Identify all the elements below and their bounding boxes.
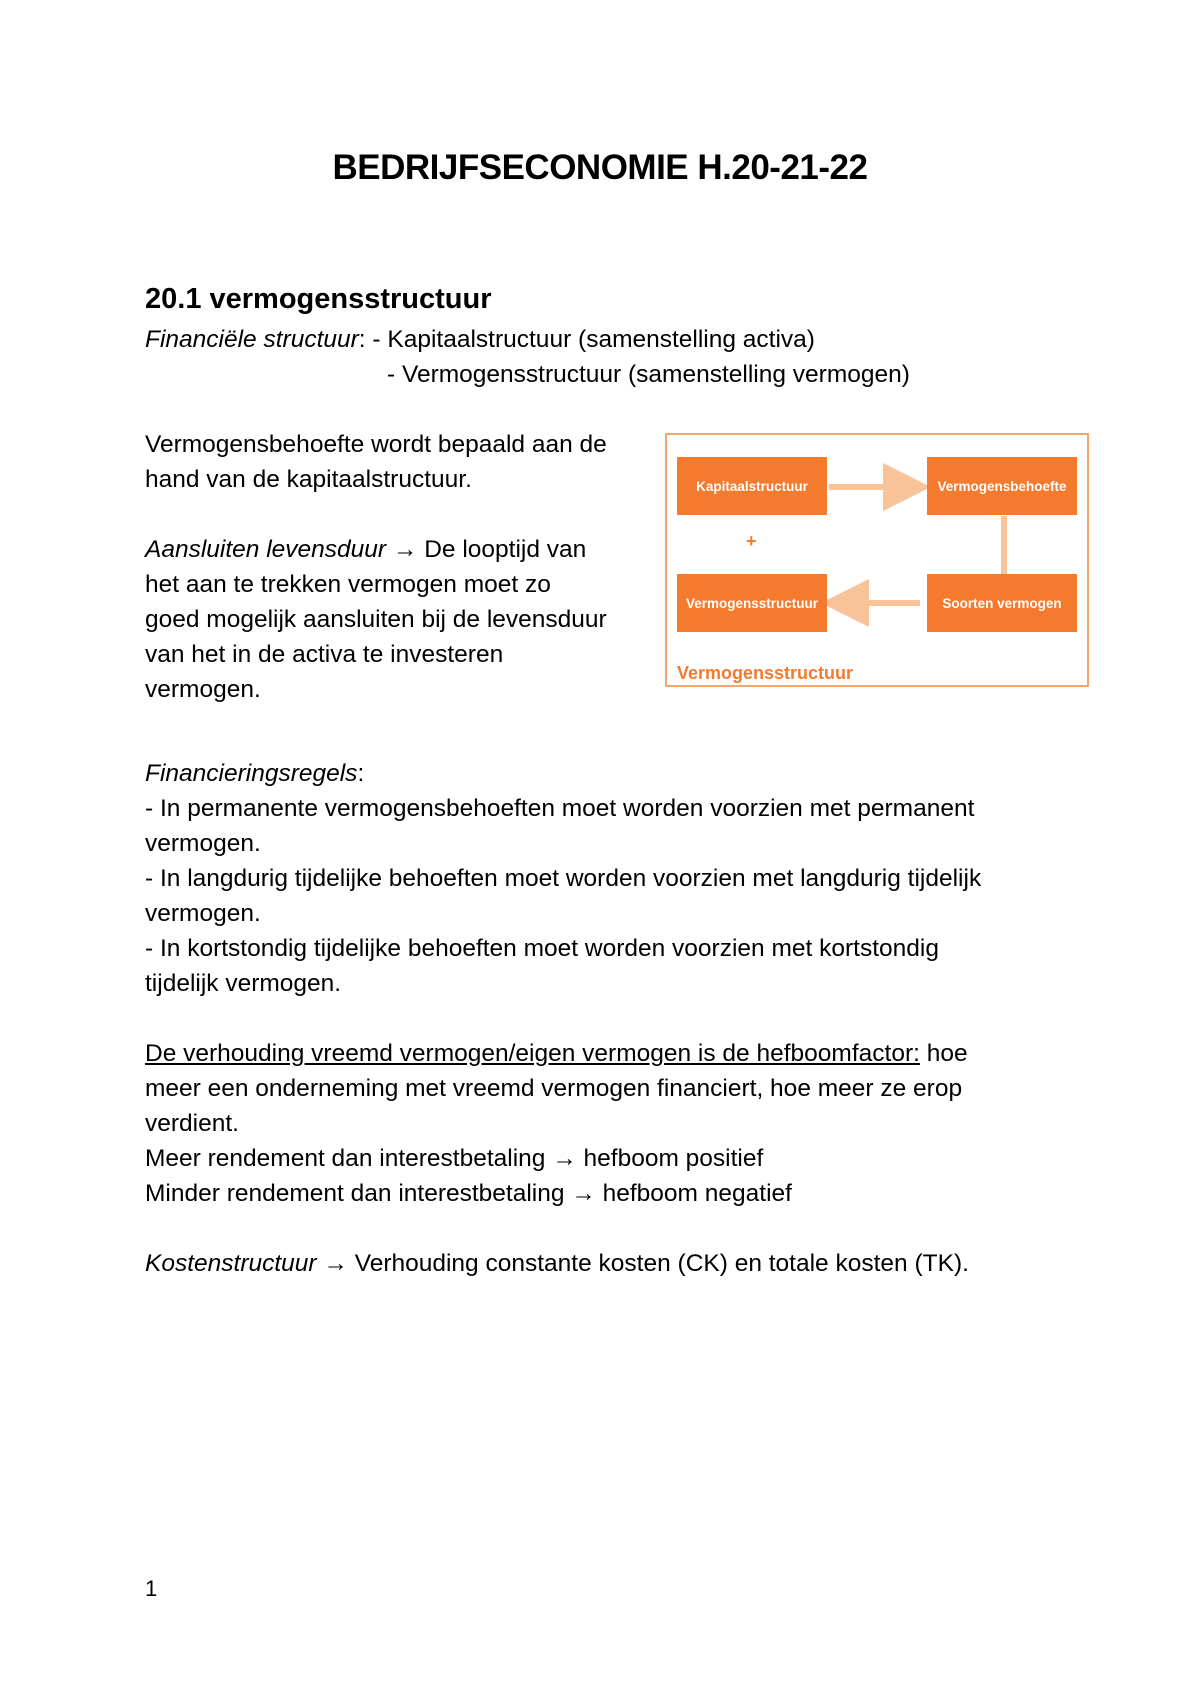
right-arrow-icon: → [552,1145,577,1172]
paragraph-line: goed mogelijk aansluiten bij de levensduur [145,606,607,633]
paragraph-line: verdient. [145,1110,239,1137]
cost-structure-label: Kostenstructuur [145,1250,317,1277]
leverage-positive-result: hefboom positief [576,1145,764,1172]
leverage-positive-line [145,1141,763,1176]
cost-structure-line [145,1246,969,1281]
cost-structure-text: Verhouding constante kosten (CK) en totale kosten (TK). [347,1250,969,1277]
box-vermogensstructuur: Vermogensstructuur [677,574,827,632]
paragraph-line: vermogen. [145,676,261,703]
page-number: 1 [145,1576,158,1601]
lifespan-label: Aansluiten levensduur [145,536,387,563]
financing-rules-label: Financieringsregels [145,760,358,787]
capital-structure-diagram [665,433,1089,687]
financing-rule-line: tijdelijk vermogen. [145,970,342,997]
right-arrow-icon: → [323,1250,348,1277]
plus-icon: + [746,531,757,551]
financial-structure-item-2: - Vermogensstructuur (samenstelling vermogen) [387,361,910,388]
document-title: BEDRIJFSECONOMIE H.20-21-22 [332,148,868,187]
box-kapitaalstructuur: Kapitaalstructuur [677,457,827,515]
lifespan-line-1 [145,532,586,567]
leverage-definition: De verhouding vreemd vermogen/eigen vermogen is de hefboomfactor: [145,1040,920,1067]
lifespan-text: De looptijd van [417,536,587,563]
financing-rule-line: - In langdurig tijdelijke behoeften moet worden voorzien met langdurig tijdelijk [145,865,982,892]
paragraph-line: van het in de activa te investeren [145,641,504,668]
paragraph-line: Vermogensbehoefte wordt bepaald aan de [145,431,607,458]
financial-structure-line-1 [145,322,815,357]
financing-rules-heading [145,756,364,791]
box-vermogensbehoefte: Vermogensbehoefte [927,457,1077,515]
paragraph-line: het aan te trekken vermogen moet zo [145,571,551,598]
leverage-negative-line [145,1176,792,1211]
financial-structure-label: Financiële structuur [145,326,359,353]
right-arrow-icon: → [571,1180,596,1207]
leverage-negative-result: hefboom negatief [595,1180,792,1207]
leverage-positive-text: Meer rendement dan interestbetaling [145,1145,553,1172]
financing-rules-colon: : [357,760,365,787]
financing-rule-line: - In kortstondig tijdelijke behoeften moet worden voorzien met kortstondig [145,935,939,962]
leverage-line-1 [145,1036,968,1071]
box-soorten-vermogen: Soorten vermogen [927,574,1077,632]
paragraph-line: hand van de kapitaalstructuur. [145,466,472,493]
financing-rule-line: - In permanente vermogensbehoeften moet worden voorzien met permanent [145,795,975,822]
diagram-caption: Vermogensstructuur [677,663,854,683]
section-heading: 20.1 vermogensstructuur [145,283,492,315]
right-arrow-icon: → [392,536,418,563]
financing-rule-line: vermogen. [145,830,261,857]
paragraph-line: meer een onderneming met vreemd vermogen financiert, hoe meer ze erop [145,1075,963,1102]
leverage-negative-text: Minder rendement dan interestbetaling [145,1180,572,1207]
leverage-text: hoe [919,1040,968,1067]
financing-rule-line: vermogen. [145,900,261,927]
financial-structure-item-1: : - Kapitaalstructuur (samenstelling activa) [358,326,815,353]
